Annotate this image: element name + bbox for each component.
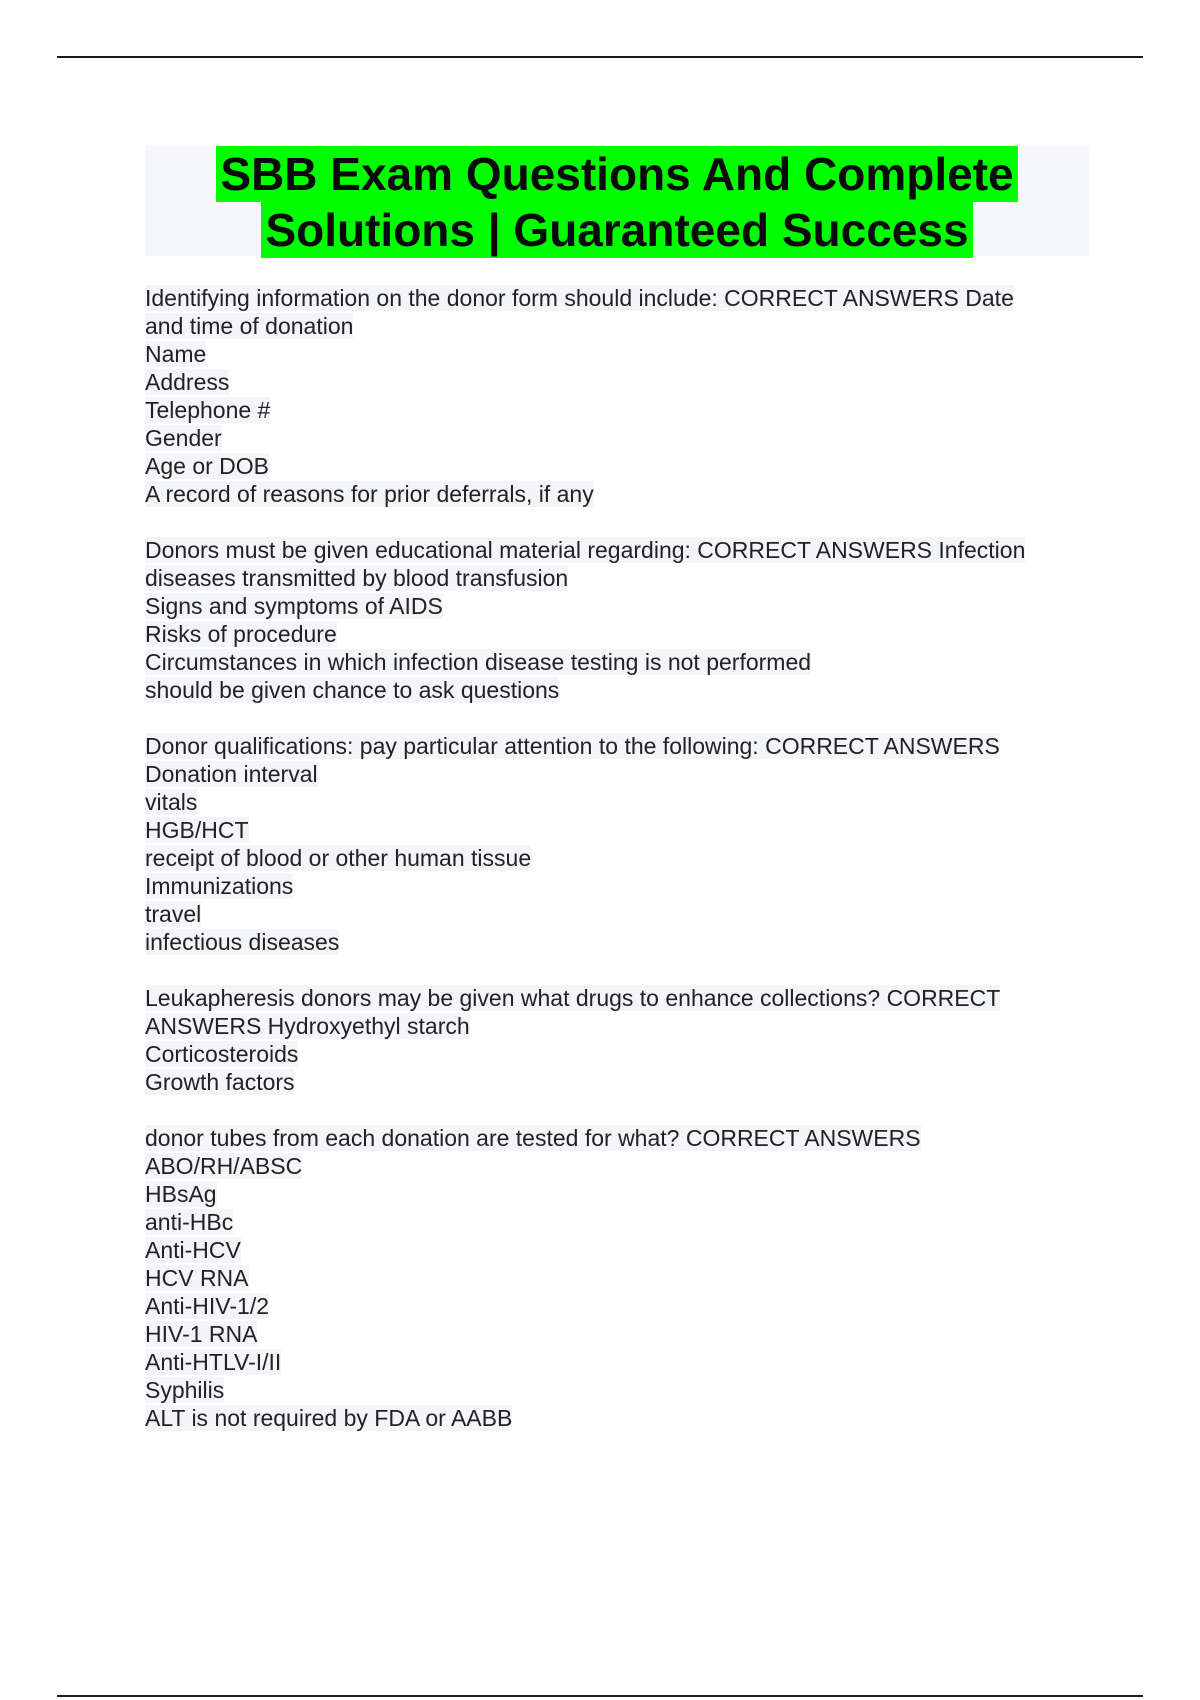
answer-line: [145, 424, 1095, 452]
line-text: Donor qualifications: pay particular attention to the following: CORRECT ANSWERS: [145, 733, 1000, 759]
answer-line: [145, 844, 1095, 872]
answer-line: [145, 1068, 1095, 1096]
line-text: infectious diseases: [145, 929, 340, 955]
question-line: [145, 1124, 1095, 1152]
answer-line: [145, 1376, 1095, 1404]
answer-line: [145, 676, 1095, 704]
answer-line: [145, 788, 1095, 816]
line-text: Address: [145, 369, 230, 395]
line-text: Syphilis: [145, 1377, 225, 1403]
line-text: and time of donation: [145, 313, 354, 339]
line-text: HIV-1 RNA: [145, 1321, 258, 1347]
line-text: Corticosteroids: [145, 1041, 299, 1067]
line-text: anti-HBc: [145, 1209, 234, 1235]
answer-line: [145, 900, 1095, 928]
line-text: Name: [145, 341, 207, 367]
line-text: Growth factors: [145, 1069, 295, 1095]
answer-line: [145, 620, 1095, 648]
line-text: Circumstances in which infection disease testing is not performed: [145, 649, 812, 675]
answer-line: [145, 1040, 1095, 1068]
question-line: [145, 284, 1095, 312]
line-text: ANSWERS Hydroxyethyl starch: [145, 1013, 470, 1039]
line-text: Anti-HIV-1/2: [145, 1293, 269, 1319]
answer-line: [145, 872, 1095, 900]
question-line: [145, 536, 1095, 564]
answer-line: [145, 564, 1095, 592]
line-text: receipt of blood or other human tissue: [145, 845, 532, 871]
line-text: Anti-HTLV-I/II: [145, 1349, 282, 1375]
line-text: should be given chance to ask questions: [145, 677, 560, 703]
title-line-1: SBB Exam Questions And Complete: [216, 146, 1017, 202]
line-text: travel: [145, 901, 202, 927]
document-title: [145, 146, 1089, 256]
line-text: donor tubes from each donation are tested for what? CORRECT ANSWERS: [145, 1125, 921, 1151]
answer-line: [145, 1152, 1095, 1180]
answer-line: [145, 816, 1095, 844]
answer-line: [145, 1208, 1095, 1236]
line-text: HCV RNA: [145, 1265, 249, 1291]
title-line-2: Solutions | Guaranteed Success: [261, 202, 972, 258]
answer-line: [145, 1264, 1095, 1292]
question-line: [145, 984, 1095, 1012]
answer-line: [145, 368, 1095, 396]
line-text: Donors must be given educational material regarding: CORRECT ANSWERS Infection: [145, 537, 1026, 563]
answer-line: [145, 1236, 1095, 1264]
qa-section: [145, 1124, 1095, 1432]
answer-line: [145, 1348, 1095, 1376]
line-text: Donation interval: [145, 761, 318, 787]
qa-section: [145, 536, 1095, 704]
line-text: Risks of procedure: [145, 621, 337, 647]
line-text: Age or DOB: [145, 453, 269, 479]
line-text: Telephone #: [145, 397, 271, 423]
answer-line: [145, 1320, 1095, 1348]
answer-line: [145, 928, 1095, 956]
line-text: Signs and symptoms of AIDS: [145, 593, 443, 619]
answer-line: [145, 1404, 1095, 1432]
qa-section: [145, 732, 1095, 956]
line-text: Immunizations: [145, 873, 294, 899]
line-text: Anti-HCV: [145, 1237, 241, 1263]
line-text: ABO/RH/ABSC: [145, 1153, 303, 1179]
line-text: ALT is not required by FDA or AABB: [145, 1405, 513, 1431]
answer-line: [145, 312, 1095, 340]
answer-line: [145, 452, 1095, 480]
line-text: HGB/HCT: [145, 817, 249, 843]
line-text: diseases transmitted by blood transfusion: [145, 565, 569, 591]
footer-rule: [57, 1695, 1143, 1697]
answer-line: [145, 760, 1095, 788]
qa-section: [145, 984, 1095, 1096]
header-rule: [57, 56, 1143, 58]
line-text: Gender: [145, 425, 222, 451]
line-text: A record of reasons for prior deferrals, if any: [145, 481, 594, 507]
answer-line: [145, 1180, 1095, 1208]
answer-line: [145, 480, 1095, 508]
line-text: Leukapheresis donors may be given what drugs to enhance collections? CORRECT: [145, 985, 1001, 1011]
answer-line: [145, 340, 1095, 368]
answer-line: [145, 396, 1095, 424]
line-text: Identifying information on the donor form should include: CORRECT ANSWERS Date: [145, 285, 1014, 311]
answer-line: [145, 648, 1095, 676]
answer-line: [145, 592, 1095, 620]
document-body: [145, 284, 1095, 1460]
qa-section: [145, 284, 1095, 508]
question-line: [145, 732, 1095, 760]
answer-line: [145, 1012, 1095, 1040]
line-text: vitals: [145, 789, 198, 815]
line-text: HBsAg: [145, 1181, 217, 1207]
answer-line: [145, 1292, 1095, 1320]
